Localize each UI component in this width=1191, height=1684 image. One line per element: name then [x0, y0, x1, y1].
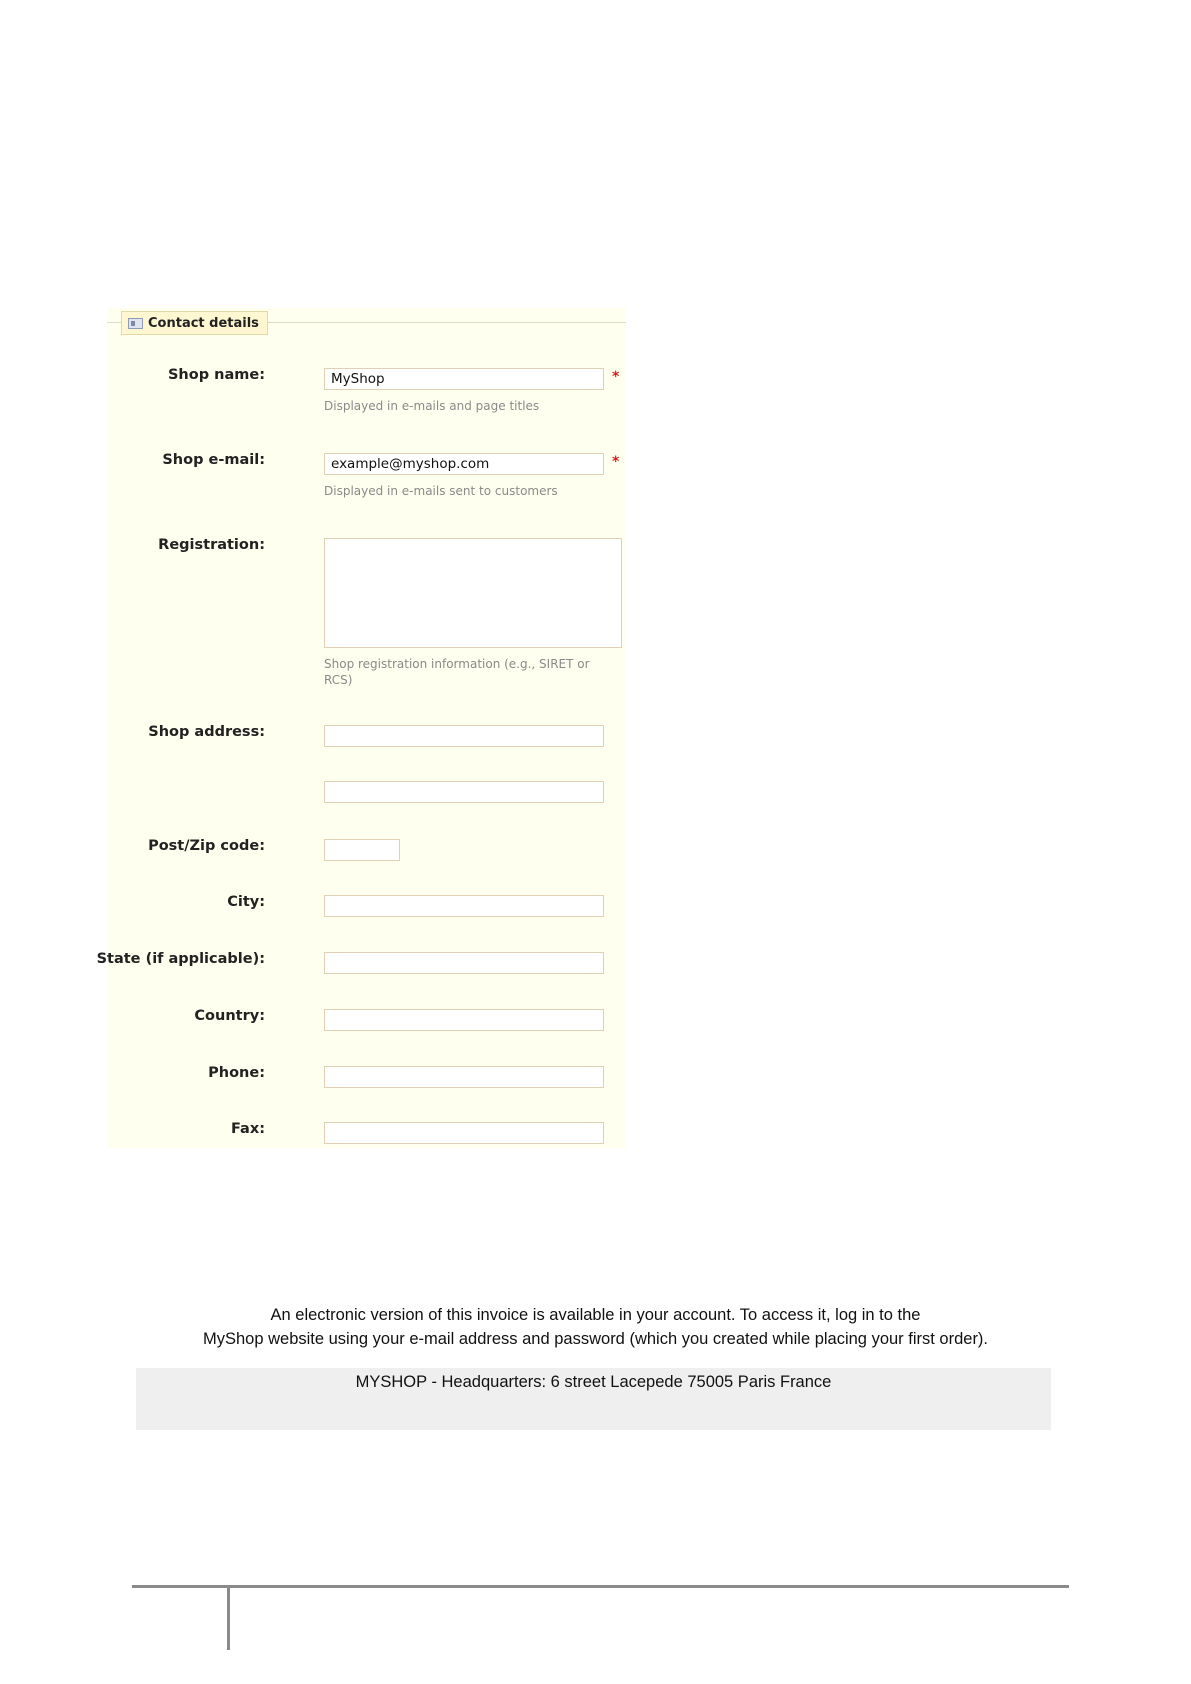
- state-input[interactable]: [324, 952, 604, 974]
- phone-input[interactable]: [324, 1066, 604, 1088]
- city-label: City:: [227, 894, 265, 910]
- fax-input[interactable]: [324, 1122, 604, 1144]
- required-marker: *: [612, 454, 620, 470]
- shop-name-label: Shop name:: [167, 367, 265, 383]
- shop-email-label: Shop e-mail:: [162, 452, 265, 468]
- invoice-note-line-1: An electronic version of this invoice is available in your account. To access it, log in to the: [270, 1306, 921, 1324]
- state-label: State (if applicable):: [96, 951, 265, 967]
- country-input[interactable]: [324, 1009, 604, 1031]
- contact-details-panel: [96, 308, 626, 1148]
- headquarters-text: MYSHOP - Headquarters: 6 street Lacepede 75005 Paris France: [355, 1373, 832, 1391]
- city-input[interactable]: [324, 895, 604, 917]
- registration-hint: Shop registration information (e.g., SIRET or RCS): [324, 657, 590, 687]
- registration-textarea[interactable]: [324, 538, 622, 648]
- footer-vertical-divider: [227, 1588, 230, 1650]
- fieldset-legend: [121, 311, 268, 335]
- postcode-input[interactable]: [324, 839, 400, 861]
- required-marker: *: [612, 369, 620, 385]
- shop-name-input[interactable]: MyShop: [324, 368, 604, 390]
- fax-label: Fax:: [231, 1121, 265, 1137]
- shop-address-input-1[interactable]: [324, 725, 604, 747]
- shop-name-hint: Displayed in e-mails and page titles: [324, 399, 540, 413]
- shop-address-input-2[interactable]: [324, 781, 604, 803]
- phone-label: Phone:: [208, 1065, 265, 1081]
- invoice-note-line-2: MyShop website using your e-mail address and password (which you created while placing your first order).: [202, 1330, 989, 1348]
- shop-email-hint: Displayed in e-mails sent to customers: [324, 484, 558, 498]
- shop-email-input[interactable]: example@myshop.com: [324, 453, 604, 475]
- contact-card-icon: [128, 318, 143, 329]
- registration-label: Registration:: [158, 537, 265, 553]
- headquarters-box: [136, 1368, 1051, 1430]
- footer-divider: [132, 1585, 1069, 1588]
- shop-address-label: Shop address:: [148, 724, 265, 740]
- legend-label: Contact details: [148, 315, 259, 331]
- country-label: Country:: [194, 1008, 265, 1024]
- postcode-label: Post/Zip code:: [148, 838, 265, 854]
